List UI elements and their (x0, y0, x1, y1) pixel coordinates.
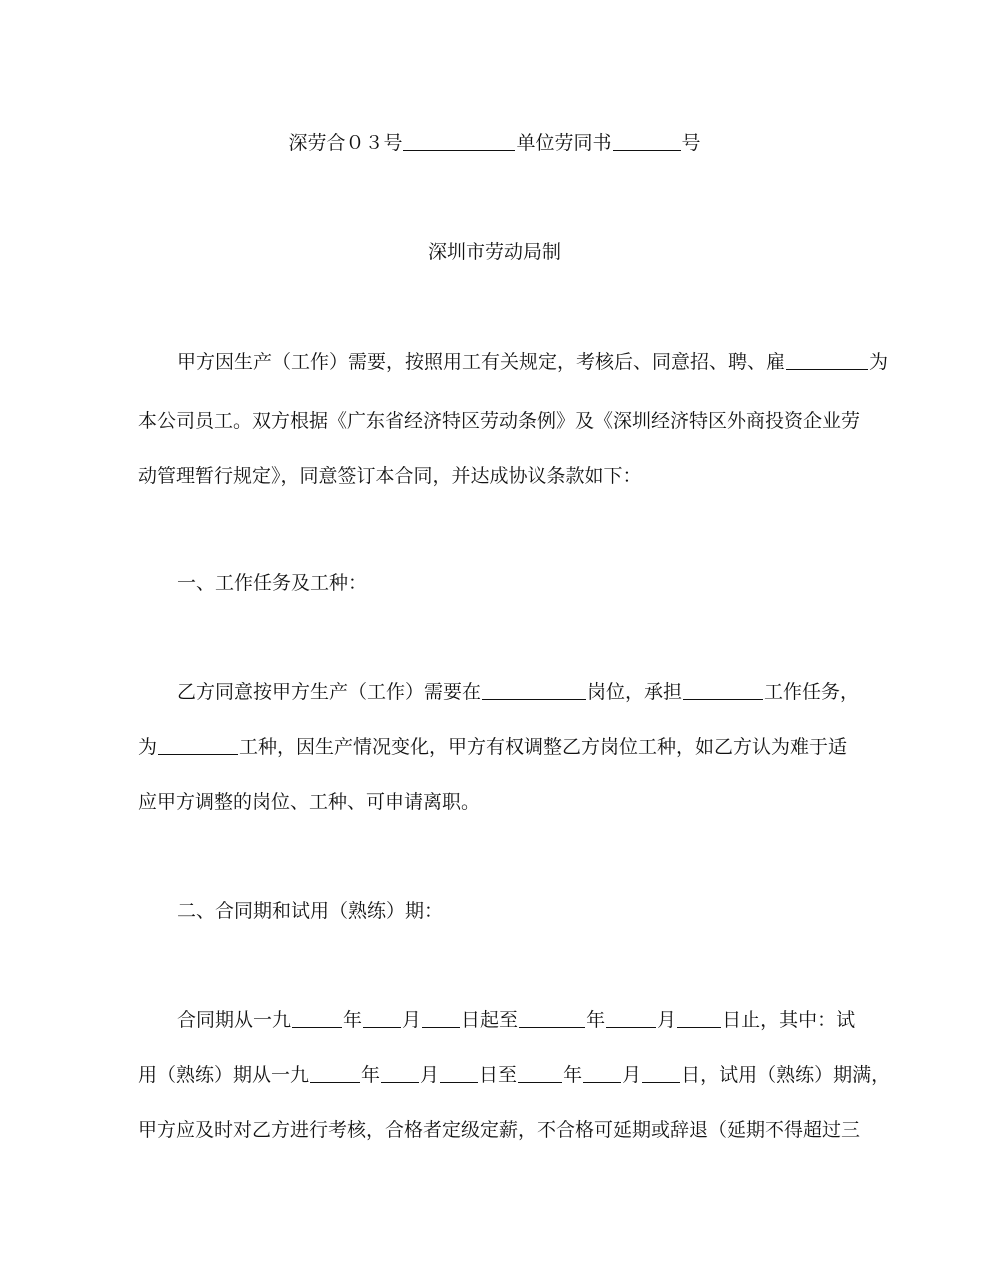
section-text: 岗位，承担 (587, 681, 683, 703)
intro-line-3: 动管理暂行规定》，同意签订本合同，并达成协议条款如下： (138, 465, 642, 487)
end-year-blank (519, 1009, 585, 1028)
task-blank (683, 681, 763, 700)
section-text: 用（熟练）期从一九 (138, 1064, 310, 1086)
trial-start-month-blank (381, 1064, 419, 1083)
section-text: 年 (586, 1009, 606, 1031)
intro-line-2: 本公司员工。双方根据《广东省经济特区劳动条例》及《深圳经济特区外商投资企业劳 (138, 410, 861, 432)
section-1-line-3: 应甲方调整的岗位、工种、可申请离职。 (138, 791, 481, 813)
section-2-title: 二、合同期和试用（熟练）期： (177, 900, 444, 922)
intro-line-1 (177, 350, 888, 374)
section-2-line-3: 甲方应及时对乙方进行考核，合格者定级定薪，不合格可延期或辞退（延期不得超过三 (138, 1119, 861, 1141)
intro-text: 为 (869, 351, 889, 373)
section-text: 工作任务， (764, 681, 860, 703)
end-month-blank (606, 1009, 656, 1028)
section-text: 月 (657, 1009, 677, 1031)
section-text: 月 (622, 1064, 642, 1086)
contract-number-blank (613, 132, 681, 151)
section-text: 月 (420, 1064, 440, 1086)
number-suffix: 号 (681, 132, 701, 154)
section-text: 日，试用（熟练）期满， (681, 1064, 891, 1086)
section-text: 乙方同意按甲方生产（工作）需要在 (177, 681, 482, 703)
section-2-line-2 (138, 1063, 890, 1087)
section-2-line-1 (177, 1008, 855, 1032)
section-1-title: 一、工作任务及工种： (177, 572, 368, 594)
section-text: 为 (138, 736, 158, 758)
section-text: 年 (361, 1064, 381, 1086)
section-1-line-1 (177, 680, 859, 704)
section-text: 年 (563, 1064, 583, 1086)
section-text: 日起至 (461, 1009, 519, 1031)
trial-end-month-blank (583, 1064, 621, 1083)
section-text: 年 (343, 1009, 363, 1031)
section-text: 月 (402, 1009, 422, 1031)
trial-end-year-blank (518, 1064, 562, 1083)
contract-code: 深劳合０３号 (288, 132, 403, 154)
employee-name-blank (786, 351, 868, 370)
trial-start-day-blank (440, 1064, 478, 1083)
section-text: 工种，因生产情况变化，甲方有权调整乙方岗位工种，如乙方认为难于适 (239, 736, 848, 758)
start-month-blank (363, 1009, 401, 1028)
unit-label: 单位劳同书 (516, 132, 612, 154)
start-year-blank (292, 1009, 342, 1028)
section-text: 日止，其中：试 (722, 1009, 856, 1031)
unit-name-blank (403, 132, 515, 151)
issuer-line: 深圳市劳动局制 (427, 241, 561, 263)
trial-end-day-blank (642, 1064, 680, 1083)
post-blank (482, 681, 586, 700)
section-1-line-2 (138, 735, 847, 759)
intro-text: 甲方因生产（工作）需要，按照用工有关规定，考核后、同意招、聘、雇 (177, 351, 786, 373)
section-text: 合同期从一九 (177, 1009, 292, 1031)
end-day-blank (677, 1009, 721, 1028)
trial-start-year-blank (310, 1064, 360, 1083)
job-type-blank (158, 736, 238, 755)
start-day-blank (422, 1009, 460, 1028)
section-text: 日至 (479, 1064, 518, 1086)
contract-header (0, 131, 989, 155)
